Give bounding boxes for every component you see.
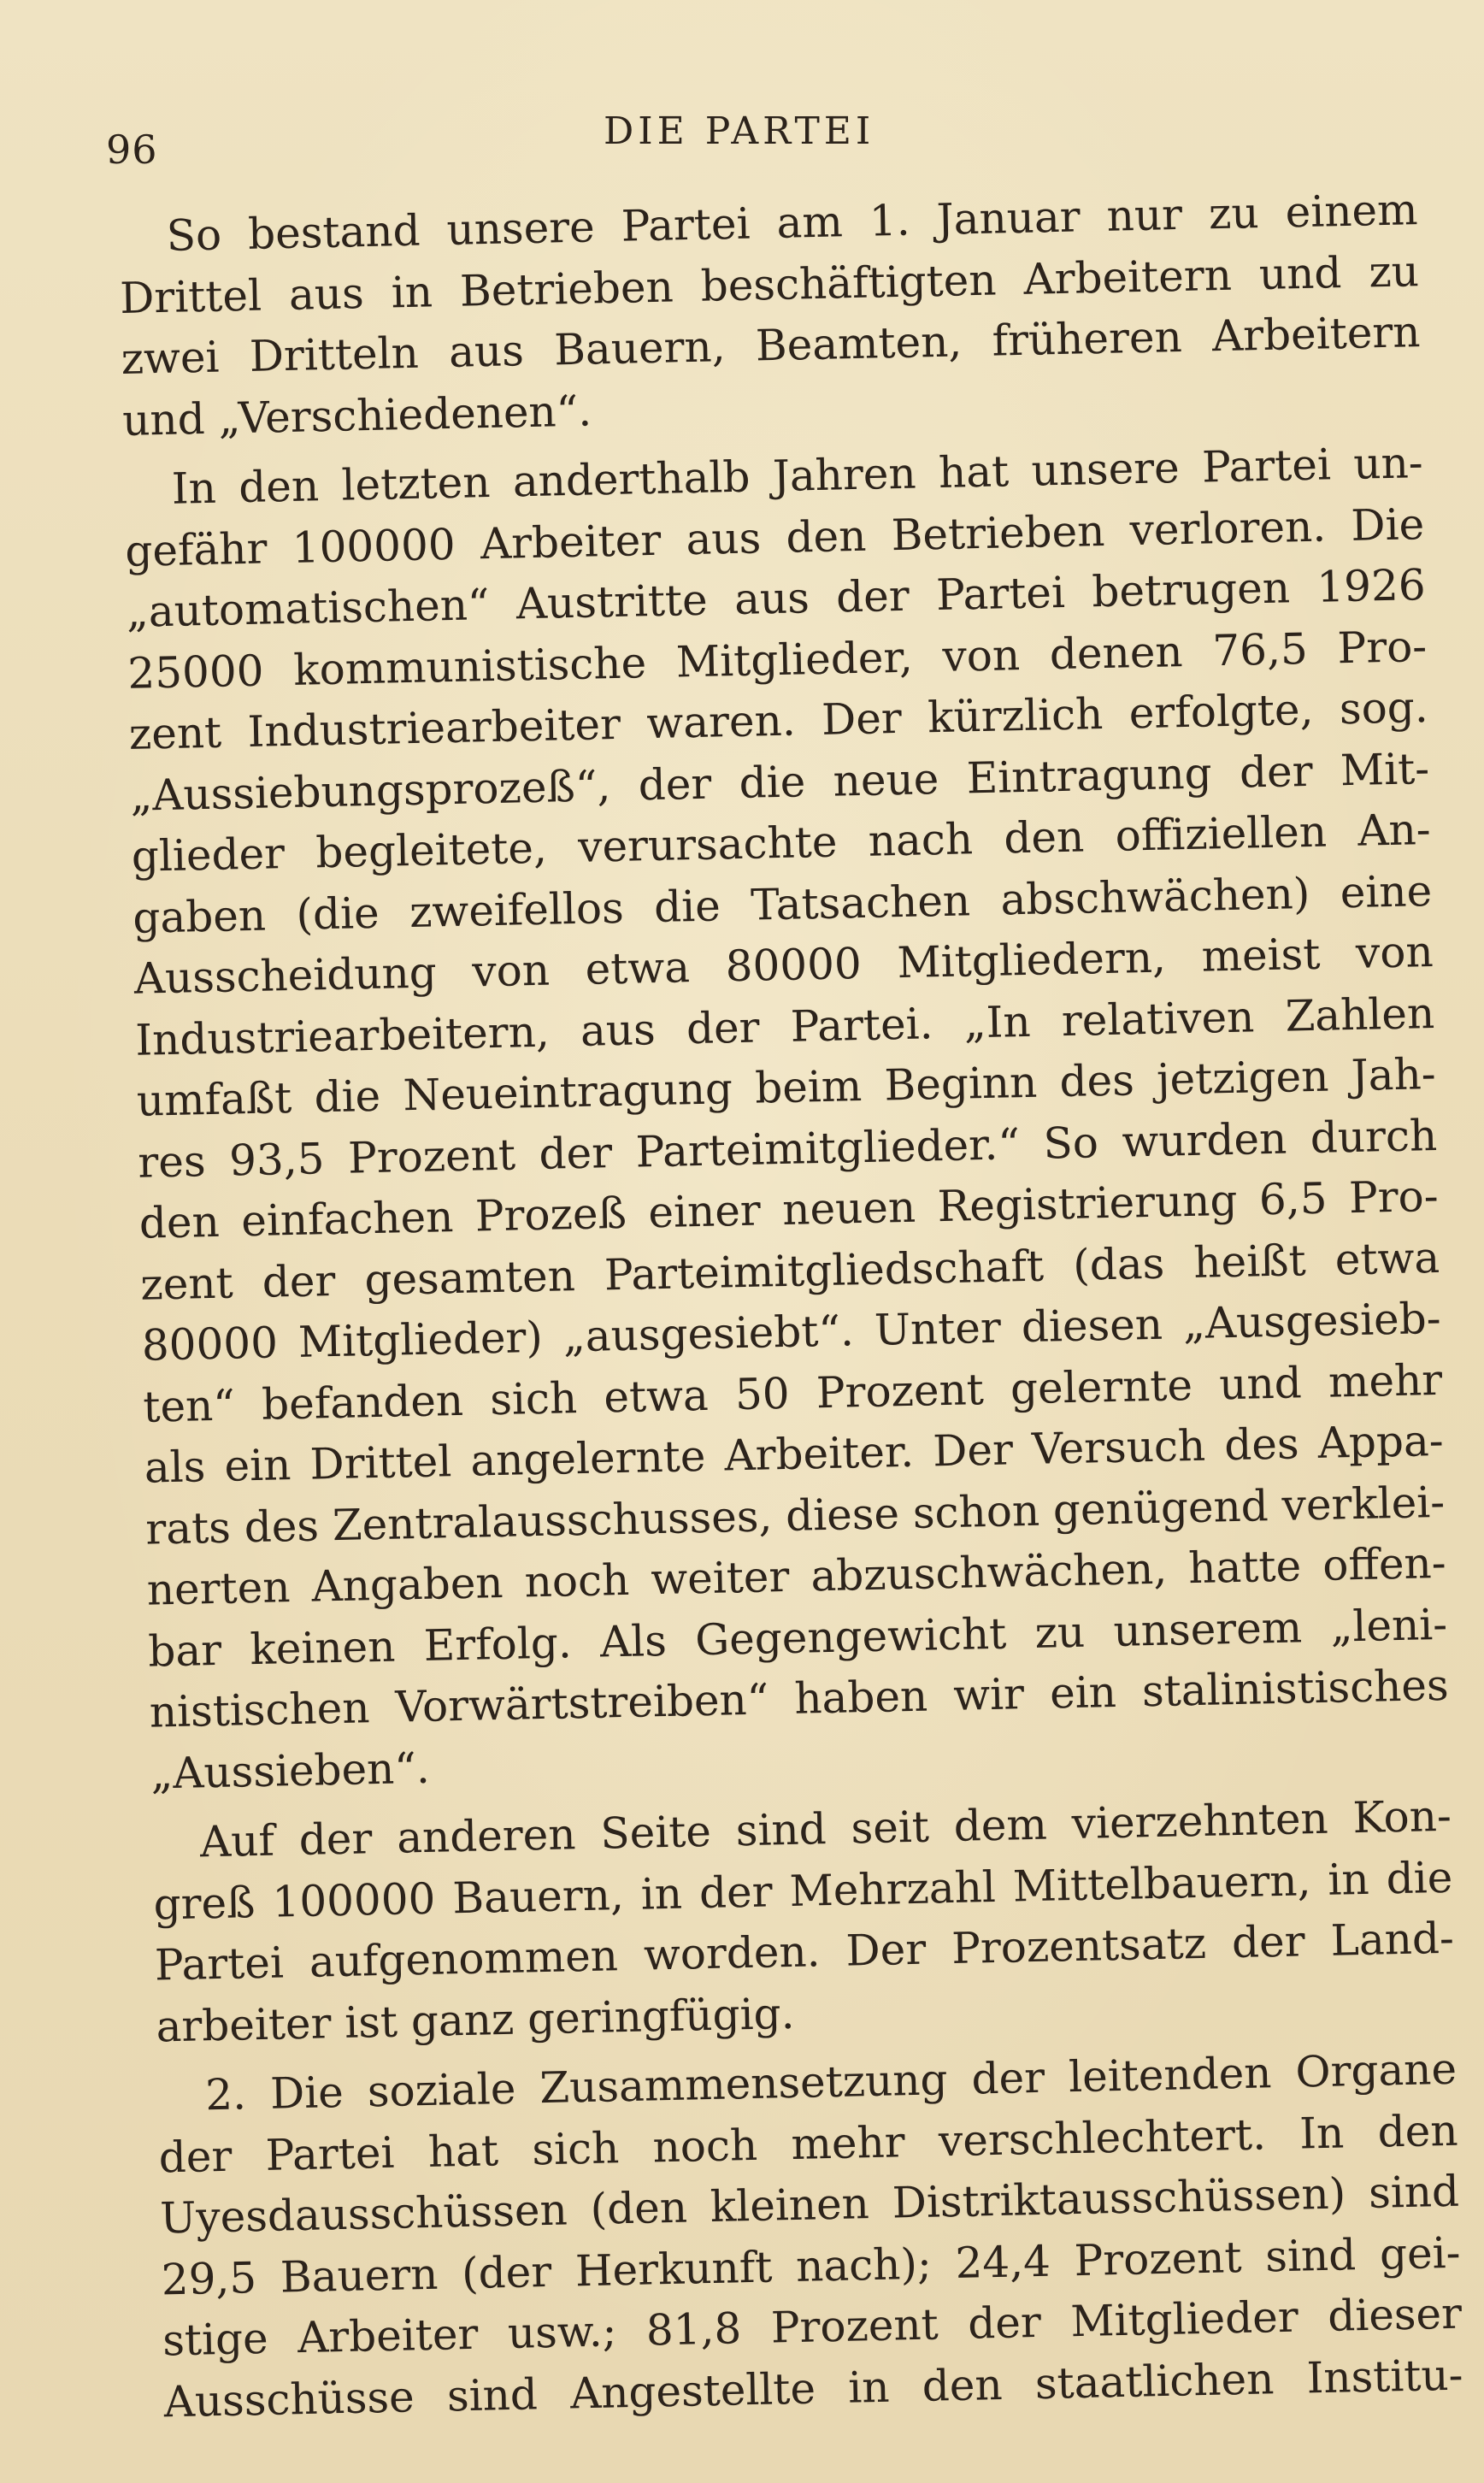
text-line: „Aussiebungsprozeß“, der die neue Eintragung der Mit- [129, 743, 1430, 821]
text-line: 80000 Mitglieder) „ausgesiebt“. Unter diesen „Ausgesieb- [141, 1293, 1442, 1371]
text-line: 2. Die soziale Zusammensetzung der leitenden Organe [204, 2044, 1458, 2120]
text-line: als ein Drittel angelernte Arbeiter. Der Versuch des Appa- [144, 1415, 1445, 1493]
text-line: den einfachen Prozeß einer neuen Registrierung 6,5 Pro- [138, 1171, 1440, 1248]
text-line: umfaßt die Neueintragung beim Beginn des jetzigen Jah- [136, 1048, 1437, 1126]
text-line: 29,5 Bauern (der Herkunft nach); 24,4 Prozent sind gei- [161, 2227, 1462, 2304]
text-line: ten“ befanden sich etwa 50 Prozent gelernte und mehr [142, 1354, 1443, 1432]
page-header [0, 101, 1484, 173]
text-line: bar keinen Erfolg. Als Gegengewicht zu unserem „leni- [147, 1599, 1448, 1677]
text-line: Drittel aus in Betrieben beschäftigten Arbeitern und zu [119, 245, 1420, 323]
text-line: In den letzten anderthalb Jahren hat unsere Partei un- [171, 438, 1424, 514]
text-line: und „Verschiedenen“. [121, 385, 592, 445]
text-line: gefähr 100000 Arbeiter aus den Betrieben verloren. Die [124, 498, 1425, 576]
text-line: „automatischen“ Austritte aus der Partei betrugen 1926 [126, 560, 1427, 637]
text-line: Ausscheidung von etwa 80000 Mitgliedern, meist von [133, 926, 1434, 1004]
body-text [118, 180, 1463, 2433]
text-line: zwei Dritteln aus Bauern, Beamten, früheren Arbeitern [121, 307, 1422, 384]
text-line: glieder begleitete, verursachte nach den offiziellen An- [131, 805, 1432, 882]
running-head: DIE PARTEI [604, 109, 875, 153]
text-line: 25000 kommunistische Mitglieder, von denen 76,5 Pro- [127, 621, 1428, 699]
text-line: greß 100000 Bauern, in der Mehrzahl Mittelbauern, in die [152, 1852, 1453, 1930]
text-line: stige Arbeiter usw.; 81,8 Prozent der Mitglieder dieser [162, 2288, 1463, 2366]
text-line: So bestand unsere Partei am 1. Januar nur zu einem [166, 185, 1419, 261]
page-number: 96 [106, 127, 158, 173]
text-line: Uyesdausschüssen (den kleinen Distriktausschüssen) sind [159, 2166, 1460, 2244]
text-line: Auf der anderen Seite sind seit dem vierzehnten Kon- [199, 1790, 1452, 1867]
text-line: gaben (die zweifellos die Tatsachen abschwächen) eine [132, 865, 1433, 943]
text-line: „Aussieben“. [150, 1743, 431, 1799]
text-line: zent der gesamten Parteimitgliedschaft (das heißt etwa [139, 1232, 1440, 1310]
text-line: Industriearbeitern, aus der Partei. „In relativen Zahlen [134, 988, 1435, 1065]
text-line: Ausschüsse sind Angestellte in den staatlichen Institu- [163, 2350, 1464, 2427]
text-line: rats des Zentralausschusses, diese schon genügend verklei- [144, 1477, 1446, 1554]
text-line: nerten Angaben noch weiter abzuschwächen, hatte offen- [146, 1537, 1447, 1615]
text-line: zent Industriearbeiter waren. Der kürzlich erfolgte, sog. [128, 682, 1429, 759]
text-line: res 93,5 Prozent der Parteimitglieder.“ So wurden durch [137, 1110, 1438, 1188]
text-line: der Partei hat sich noch mehr verschlechtert. In den [158, 2105, 1459, 2182]
text-line: Partei aufgenommen worden. Der Prozentsatz der Land- [154, 1913, 1455, 1991]
text-line: arbeiter ist ganz geringfügig. [155, 1988, 796, 2052]
text-line: nistischen Vorwärtstreiben“ haben wir ein stalinistisches [149, 1660, 1450, 1737]
